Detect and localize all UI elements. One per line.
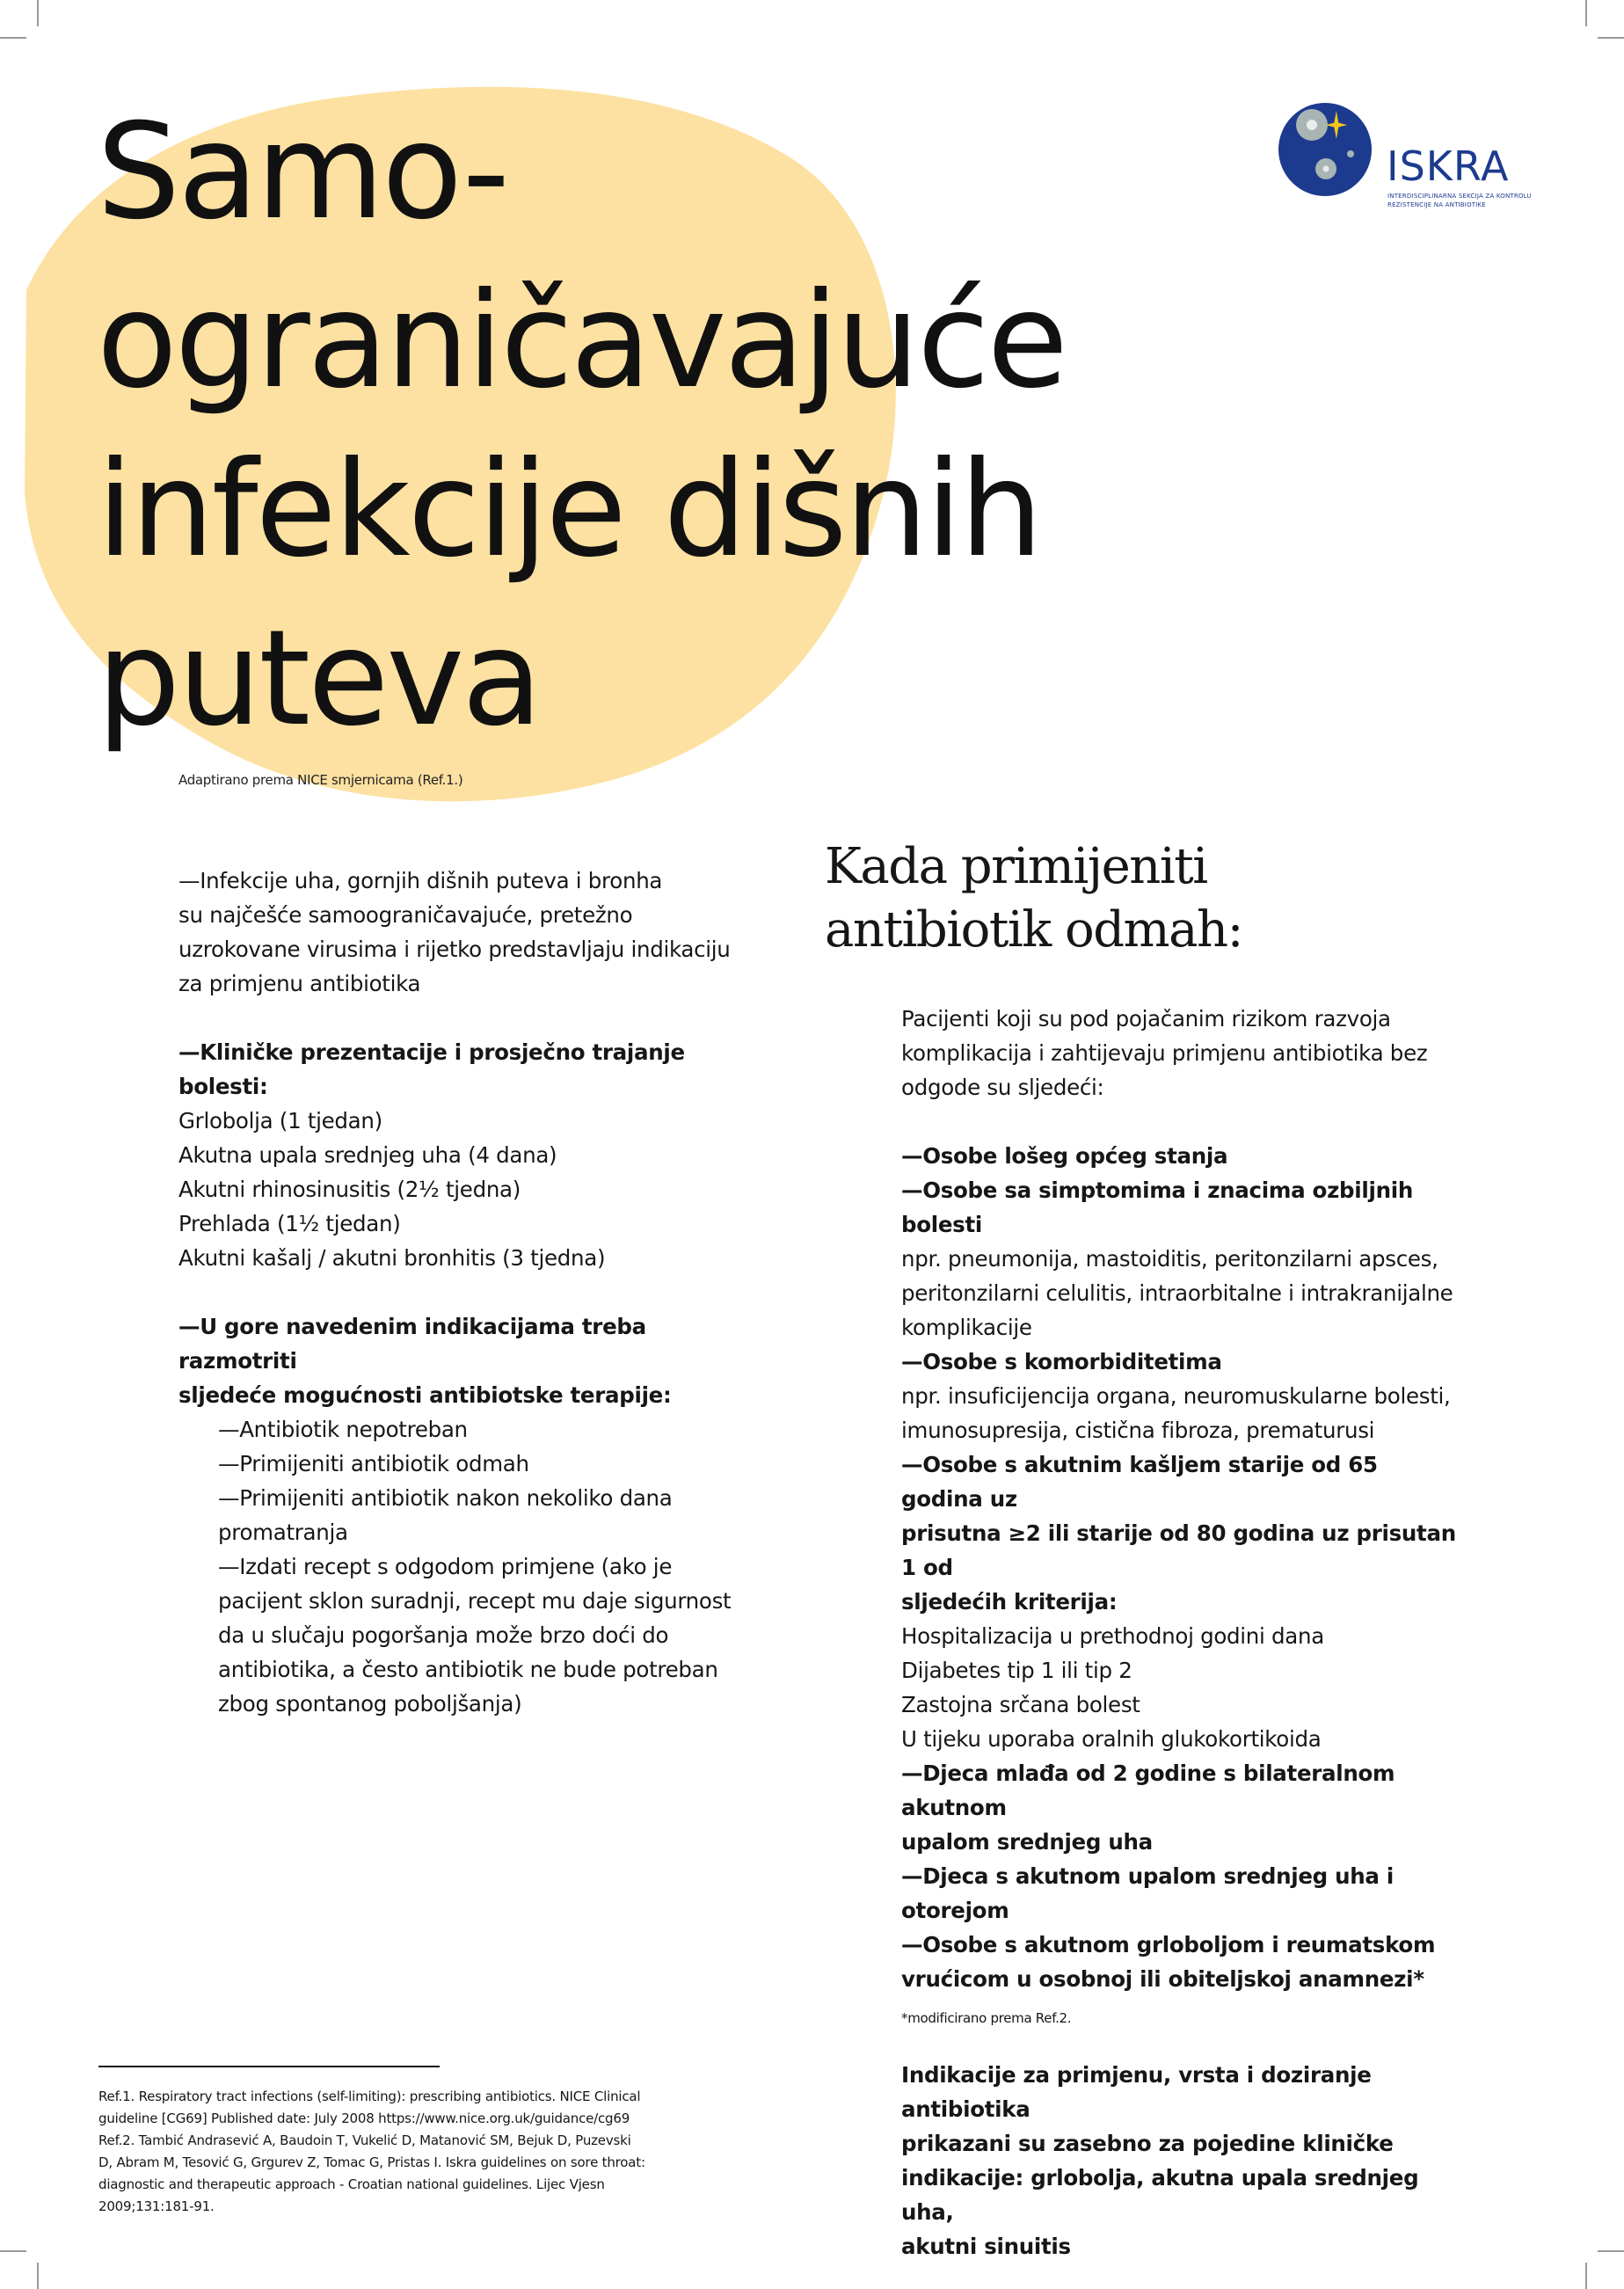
option-line: —Antibiotik nepotreban [218, 1417, 468, 1442]
option-line: da u slučaju pogoršanja može brzo doći do [218, 1622, 669, 1648]
risk-line: Dijabetes tip 1 ili tip 2 [901, 1658, 1132, 1683]
section-heading-line: Kada primijeniti [825, 838, 1207, 895]
presentations-heading: —Kliničke prezentacije i prosječno trajanje bolesti: [178, 1039, 685, 1099]
risk-line: —Osobe s komorbiditetima [901, 1349, 1222, 1374]
footnote: *modificirano prema Ref.2. [901, 2010, 1072, 2026]
risk-line: —Djeca s akutnom upalom srednjeg uha i otorejom [901, 1863, 1394, 1923]
iskra-logo [1275, 98, 1530, 222]
title-line: puteva [97, 602, 541, 755]
presentation-item: Grlobolja (1 tjedan) [178, 1108, 382, 1134]
closing-line: prikazani su zasebno za pojedine kliničke [901, 2131, 1394, 2156]
option-line: —Primijeniti antibiotik odmah [218, 1451, 529, 1476]
option-line: promatranja [218, 1520, 348, 1545]
reference-line: guideline [CG69] Published date: July 2008 https://www.nice.org.uk/guidance/cg69 [98, 2110, 630, 2126]
option-line: antibiotika, a često antibiotik ne bude potreban [218, 1657, 718, 1682]
risk-line: Hospitalizacija u prethodnoj godini dana [901, 1623, 1324, 1649]
risk-line: —Osobe s akutnim kašljem starije od 65 godina uz [901, 1452, 1378, 1512]
risk-line: npr. insuficijencija organa, neuromuskularne bolesti, [901, 1383, 1451, 1409]
crop-mark-top-right-h [1598, 37, 1624, 39]
intro-line: su najčešće samoograničavajuće, pretežno [178, 902, 633, 928]
risk-line: —Osobe s akutnom grloboljom i reumatskom [901, 1932, 1436, 1957]
left-column [178, 864, 741, 1721]
logo-tagline-line: REZISTENCIJE NA ANTIBIOTIKE [1387, 201, 1486, 208]
intro-line: —Infekcije uha, gornjih dišnih puteva i bronha [178, 868, 663, 893]
intro-line: Pacijenti koji su pod pojačanim rizikom razvoja [901, 1006, 1391, 1032]
closing-line: indikacije: grlobolja, akutna upala srednjeg uha, [901, 2165, 1419, 2225]
presentation-item: Akutna upala srednjeg uha (4 dana) [178, 1142, 557, 1168]
logo-tagline [1387, 192, 1537, 209]
option-line: pacijent sklon suradnji, recept mu daje sigurnost [218, 1588, 732, 1614]
references-divider [98, 2066, 440, 2067]
risk-line: —Osobe sa simptomima i znacima ozbiljnih bolesti [901, 1177, 1413, 1237]
presentation-item: Akutni rhinosinusitis (2½ tjedna) [178, 1177, 521, 1202]
page-title [97, 88, 1108, 763]
risk-line: komplikacije [901, 1315, 1032, 1340]
risk-line: imunosupresija, cistična fibroza, prematurusi [901, 1418, 1375, 1443]
reference-line: Ref.2. Tambić Andrasević A, Baudoin T, Vukelić D, Matanović SM, Bejuk D, Puzevski [98, 2132, 631, 2148]
title-line: Samo- [97, 96, 507, 249]
presentation-item: Akutni kašalj / akutni bronhitis (3 tjedna) [178, 1245, 606, 1271]
crop-mark-bottom-left-h [0, 2250, 26, 2252]
logo-name: ISKRA [1387, 142, 1510, 190]
risk-line: vrućicom u osobnoj ili obiteljskoj anamnezi* [901, 1966, 1424, 1992]
risk-line: peritonzilarni celulitis, intraorbitalne i intrakranijalne [901, 1280, 1453, 1306]
options-heading-line: sljedeće mogućnosti antibiotske terapije: [178, 1382, 672, 1408]
risk-line: Zastojna srčana bolest [901, 1692, 1140, 1717]
option-line: —Izdati recept s odgodom primjene (ako je [218, 1554, 673, 1579]
option-line: —Primijeniti antibiotik nakon nekoliko dana [218, 1485, 673, 1511]
risk-line: —Djeca mlađa od 2 godine s bilateralnom akutnom [901, 1760, 1395, 1820]
risk-line: sljedećih kriterija: [901, 1589, 1118, 1615]
closing-line: akutni sinuitis [901, 2234, 1071, 2259]
crop-mark-bottom-left-v [37, 2263, 39, 2289]
references [98, 2086, 696, 2218]
intro-line: za primjenu antibiotika [178, 971, 421, 996]
reference-line: D, Abram M, Tesović G, Grgurev Z, Tomac G, Pristas I. Iskra guidelines on sore throat: [98, 2154, 645, 2170]
iskra-emblem-icon [1275, 98, 1398, 204]
reference-line: 2009;131:181-91. [98, 2198, 215, 2214]
risk-line: npr. pneumonija, mastoiditis, peritonzilarni apsces, [901, 1246, 1438, 1272]
title-line: ograničavajuće [97, 265, 1066, 418]
intro-line: uzrokovane virusima i rijetko predstavljaju indikaciju [178, 937, 731, 962]
right-column [901, 1002, 1464, 2263]
adapted-note: Adaptirano prema NICE smjernicama (Ref.1.) [178, 772, 463, 788]
title-line: infekcije dišnih [97, 434, 1041, 587]
intro-line: komplikacija i zahtijevaju primjenu antibiotika bez [901, 1040, 1428, 1066]
risk-line: prisutna ≥2 ili starije od 80 godina uz prisutan 1 od [901, 1520, 1456, 1580]
crop-mark-top-right-v [1585, 0, 1587, 26]
option-line: zbog spontanog poboljšanja) [218, 1691, 522, 1717]
closing-line: Indikacije za primjenu, vrsta i doziranje antibiotika [901, 2062, 1372, 2122]
intro-line: odgode su sljedeći: [901, 1075, 1104, 1100]
risk-line: —Osobe lošeg općeg stanja [901, 1143, 1228, 1169]
reference-line: diagnostic and therapeutic approach - Croatian national guidelines. Lijec Vjesn [98, 2176, 605, 2192]
section-heading-line: antibiotik odmah: [825, 901, 1242, 959]
risk-line: U tijeku uporaba oralnih glukokortikoida [901, 1726, 1322, 1752]
reference-line: Ref.1. Respiratory tract infections (self-limiting): prescribing antibiotics. NICE Clinical [98, 2089, 641, 2104]
logo-tagline-line: INTERDISCIPLINARNA SEKCIJA ZA KONTROLU [1387, 193, 1532, 200]
options-heading-line: —U gore navedenim indikacijama treba razmotriti [178, 1314, 646, 1374]
risk-line: upalom srednjeg uha [901, 1829, 1153, 1855]
crop-mark-bottom-right-h [1598, 2250, 1624, 2252]
section-heading [825, 835, 1458, 962]
presentation-item: Prehlada (1½ tjedan) [178, 1211, 401, 1236]
crop-mark-bottom-right-v [1585, 2263, 1587, 2289]
